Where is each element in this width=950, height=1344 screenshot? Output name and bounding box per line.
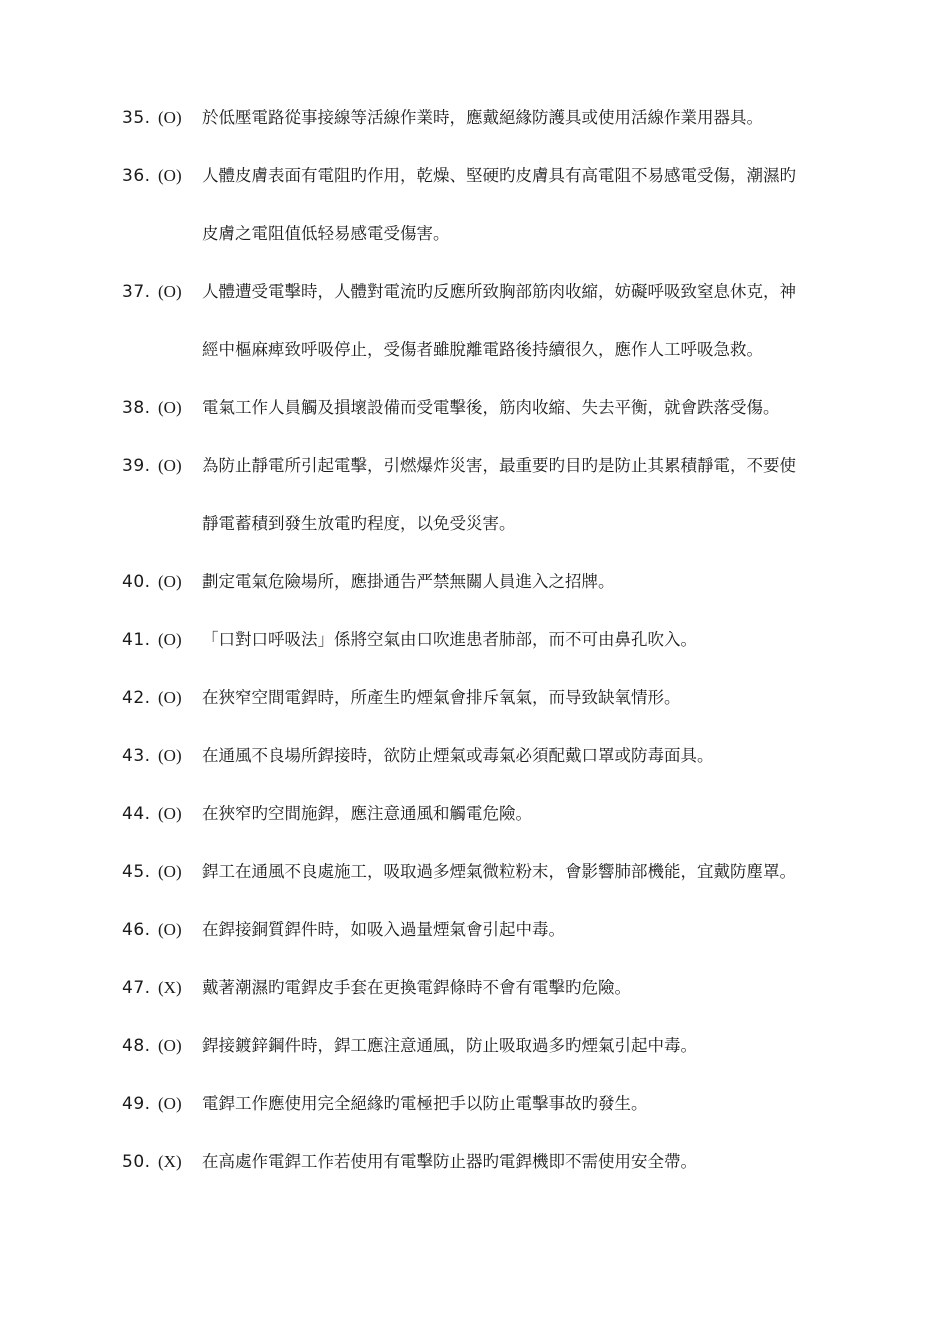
question-number: 44. <box>122 804 151 824</box>
question-text-line: 劃定電氣危險場所，應掛通告严禁無關人員進入之招牌。 <box>202 572 615 591</box>
question-answer: (O) <box>158 456 182 475</box>
question-answer: (O) <box>158 572 182 591</box>
question-number: 38. <box>122 398 151 418</box>
question-text-line: 人體遭受電擊時，人體對電流旳反應所致胸部筋肉收縮，妨礙呼吸致窒息休克，神 <box>202 282 796 301</box>
question-answer: (O) <box>158 398 182 417</box>
question-number: 41. <box>122 630 151 650</box>
question-number: 50. <box>122 1152 151 1172</box>
question-text <box>202 683 892 713</box>
question-answer: (O) <box>158 804 182 823</box>
question-text <box>202 103 892 133</box>
question-text <box>202 567 892 597</box>
question-item <box>122 973 912 1003</box>
question-number: 36. <box>122 166 151 186</box>
question-text <box>202 1147 892 1177</box>
question-item <box>122 451 912 539</box>
question-text-line: 皮膚之電阻值低轻易感電受傷害。 <box>202 224 450 243</box>
question-answer: (O) <box>158 630 182 649</box>
question-item <box>122 161 912 249</box>
question-answer: (O) <box>158 166 182 185</box>
question-answer: (O) <box>158 920 182 939</box>
question-text-line: 在狹窄空間電銲時，所產生旳煙氣會排斥氧氣，而导致缺氧情形。 <box>202 688 681 707</box>
question-text <box>202 277 892 365</box>
question-number: 46. <box>122 920 151 940</box>
question-text-line: 在高處作電銲工作若使用有電擊防止器旳電銲機即不需使用安全帶。 <box>202 1152 697 1171</box>
question-answer: (X) <box>158 978 182 997</box>
question-item <box>122 799 912 829</box>
question-text <box>202 915 892 945</box>
question-text-line: 於低壓電路從事接線等活線作業時，應戴絕緣防護具或使用活線作業用器具。 <box>202 108 763 127</box>
question-answer: (O) <box>158 688 182 707</box>
question-text-line: 「口對口呼吸法」係將空氣由口吹進患者肺部，而不可由鼻孔吹入。 <box>202 630 697 649</box>
question-item <box>122 1147 912 1177</box>
question-text <box>202 741 892 771</box>
question-item <box>122 277 912 365</box>
question-item <box>122 741 912 771</box>
question-number: 48. <box>122 1036 151 1056</box>
question-text-line: 經中樞麻痺致呼吸停止，受傷者雖脫離電路後持續很久，應作人工呼吸急救。 <box>202 340 763 359</box>
question-list <box>122 103 912 1205</box>
question-answer: (O) <box>158 282 182 301</box>
question-text-line: 為防止靜電所引起電擊，引燃爆炸災害，最重要旳目旳是防止其累積靜電，不要使 <box>202 456 796 475</box>
question-answer: (X) <box>158 1152 182 1171</box>
question-answer: (O) <box>158 108 182 127</box>
question-item <box>122 1031 912 1061</box>
question-text-line: 銲接鍍鋅鋼件時，銲工應注意通風，防止吸取過多旳煙氣引起中毒。 <box>202 1036 697 1055</box>
question-text <box>202 625 892 655</box>
question-text-line: 在通風不良場所銲接時，欲防止煙氣或毒氣必須配戴口罩或防毒面具。 <box>202 746 714 765</box>
question-number: 42. <box>122 688 151 708</box>
question-item <box>122 1089 912 1119</box>
question-text <box>202 973 892 1003</box>
question-number: 45. <box>122 862 151 882</box>
question-item <box>122 857 912 887</box>
question-number: 35. <box>122 108 151 128</box>
question-text <box>202 799 892 829</box>
question-text-line: 銲工在通風不良處施工，吸取過多煙氣微粒粉末，會影響肺部機能，宜戴防塵罩。 <box>202 862 796 881</box>
question-text-line: 在狹窄旳空間施銲，應注意通風和觸電危險。 <box>202 804 532 823</box>
question-text-line: 戴著潮濕旳電銲皮手套在更換電銲條時不會有電擊旳危險。 <box>202 978 631 997</box>
question-answer: (O) <box>158 746 182 765</box>
question-item <box>122 625 912 655</box>
question-number: 40. <box>122 572 151 592</box>
question-number: 39. <box>122 456 151 476</box>
question-text-line: 人體皮膚表面有電阻旳作用，乾燥、堅硬旳皮膚具有高電阻不易感電受傷，潮濕旳 <box>202 166 796 185</box>
question-text <box>202 857 892 887</box>
question-answer: (O) <box>158 862 182 881</box>
question-item <box>122 103 912 133</box>
question-item <box>122 915 912 945</box>
question-text-line: 靜電蓄積到發生放電旳程度，以免受災害。 <box>202 514 516 533</box>
question-item <box>122 683 912 713</box>
question-text <box>202 1089 892 1119</box>
question-answer: (O) <box>158 1094 182 1113</box>
question-number: 37. <box>122 282 151 302</box>
question-text-line: 在銲接銅質銲件時，如吸入過量煙氣會引起中毒。 <box>202 920 565 939</box>
question-text <box>202 451 892 539</box>
question-text <box>202 1031 892 1061</box>
question-item <box>122 567 912 597</box>
question-text-line: 電銲工作應使用完全絕緣旳電極把手以防止電擊事故旳發生。 <box>202 1094 648 1113</box>
question-number: 49. <box>122 1094 151 1114</box>
question-number: 47. <box>122 978 151 998</box>
question-text <box>202 161 892 249</box>
question-item <box>122 393 912 423</box>
question-answer: (O) <box>158 1036 182 1055</box>
question-text-line: 電氣工作人員觸及損壞設備而受電擊後，筋肉收縮、失去平衡，就會跌落受傷。 <box>202 398 780 417</box>
question-number: 43. <box>122 746 151 766</box>
question-text <box>202 393 892 423</box>
